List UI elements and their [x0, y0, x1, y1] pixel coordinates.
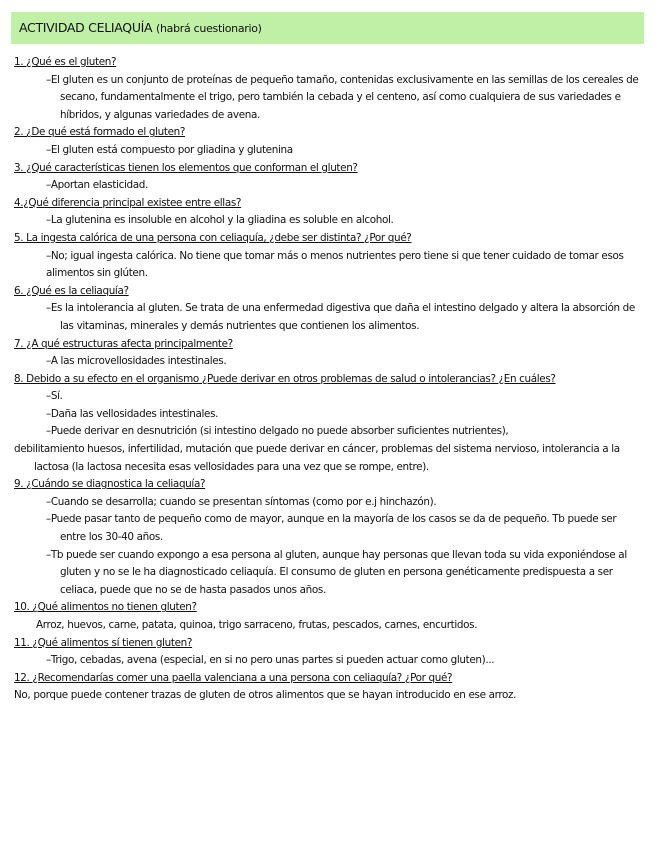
- question-2: 2. ¿De qué está formado el gluten?: [14, 126, 186, 139]
- answer-3: –Aportan elasticidad.: [46, 179, 148, 192]
- question-4: 4.¿Qué diferencia principal existee entre ellas?: [14, 196, 242, 209]
- question-12: 12. ¿Recomendarías comer una paella valenciana a una persona con celiaquía? ¿Por qué?: [14, 671, 453, 684]
- question-8: 8. Debido a su efecto en el organismo ¿Puede derivar en otros problemas de salud o intolerancias? ¿En cuáles?: [14, 372, 556, 385]
- answer-5: –No; igual ingesta calórica. No tiene que tomar más o menos nutrientes pero tiene si que tener cuidado de tomar esos alimentos sin glúten.: [46, 249, 624, 280]
- answer-8-3: –Puede derivar en desnutrición (si intestino delgado no puede absorber suficientes nutrientes),: [46, 425, 509, 438]
- answer-8-2: –Daña las vellosidades intestinales.: [46, 407, 219, 420]
- answer-7: –A las microvellosidades intestinales.: [46, 355, 227, 368]
- question-3: 3. ¿Qué características tienen los elementos que conforman el gluten?: [14, 161, 358, 174]
- question-7: 7. ¿A qué estructuras afecta principalmente?: [14, 337, 233, 350]
- answer-9-2: –Puede pasar tanto de pequeño como de mayor, aunque en la mayoría de los casos se da de pequeño. Tb puede ser entre los 30-40 años.: [46, 513, 617, 544]
- answer-11: –Trigo, cebadas, avena (especial, en si no pero unas partes si pueden actuar como gluten)...: [46, 654, 495, 667]
- answer-8-1: –Sí.: [46, 390, 63, 403]
- question-6: 6. ¿Qué es la celiaquía?: [14, 284, 129, 297]
- answer-8-4: debilitamiento huesos, infertilidad, mutación que puede derivar en cáncer, problemas del sistema nervioso, intolerancia a la lactosa (la lactosa necesita esas vellosidades para una vez que se rompe, entre).: [14, 443, 620, 473]
- answer-9-3: –Tb puede ser cuando expongo a esa persona al gluten, aunque hay personas que llevan toda su vida exponiéndose al gluten y no se le ha diagnosticado celiaquía. El consumo de gluten en persona genéticamente predispuesta a ser celiaca, puede que no se de hasta pasados unos años.: [46, 548, 627, 596]
- answer-10: Arroz, huevos, carne, patata, quinoa, trigo sarraceno, frutas, pescados, carnes, encurtidos.: [36, 619, 478, 631]
- answer-4: –La glutenina es insoluble en alcohol y la gliadina es soluble en alcohol.: [46, 214, 394, 227]
- title-note: (habrá cuestionario): [156, 22, 262, 35]
- question-10: 10. ¿Qué alimentos no tienen gluten?: [14, 601, 197, 614]
- answer-6: –Es la intolerancia al gluten. Se trata de una enfermedad digestiva que daña el intestino delgado y altera la absorción de las vitaminas, minerales y demás nutrientes que contienen los alimentos.: [46, 302, 635, 332]
- question-5: 5. La ingesta calórica de una persona con celiaquía, ¿debe ser distinta? ¿Por qué?: [14, 231, 412, 244]
- answer-12: No, porque puede contener trazas de gluten de otros alimentos que se hayan introducido en ese arroz.: [14, 689, 517, 702]
- answer-2: –El gluten está compuesto por gliadina y glutenina: [46, 143, 293, 156]
- title-banner: [11, 12, 644, 44]
- document-body: [14, 54, 642, 705]
- title-text: ACTIVIDAD CELIAQUÍA: [19, 20, 153, 35]
- question-11: 11. ¿Qué alimentos sí tienen gluten?: [14, 636, 193, 649]
- page-title: [19, 20, 262, 35]
- answer-1: –El gluten es un conjunto de proteínas de pequeño tamaño, contenidas exclusivamente en las semillas de los cereales de secano, fundamentalmente el trigo, pero también la cebada y el centeno, así como cualquiera de sus variedades e híbridos, y algunas variedades de avena.: [46, 73, 639, 121]
- answer-9-1: –Cuando se desarrolla; cuando se presentan síntomas (como por e.j hinchazón).: [46, 495, 437, 508]
- question-1: 1. ¿Qué es el gluten?: [14, 56, 117, 68]
- question-9: 9. ¿Cuándo se diagnostica la celiaquía?: [14, 478, 206, 491]
